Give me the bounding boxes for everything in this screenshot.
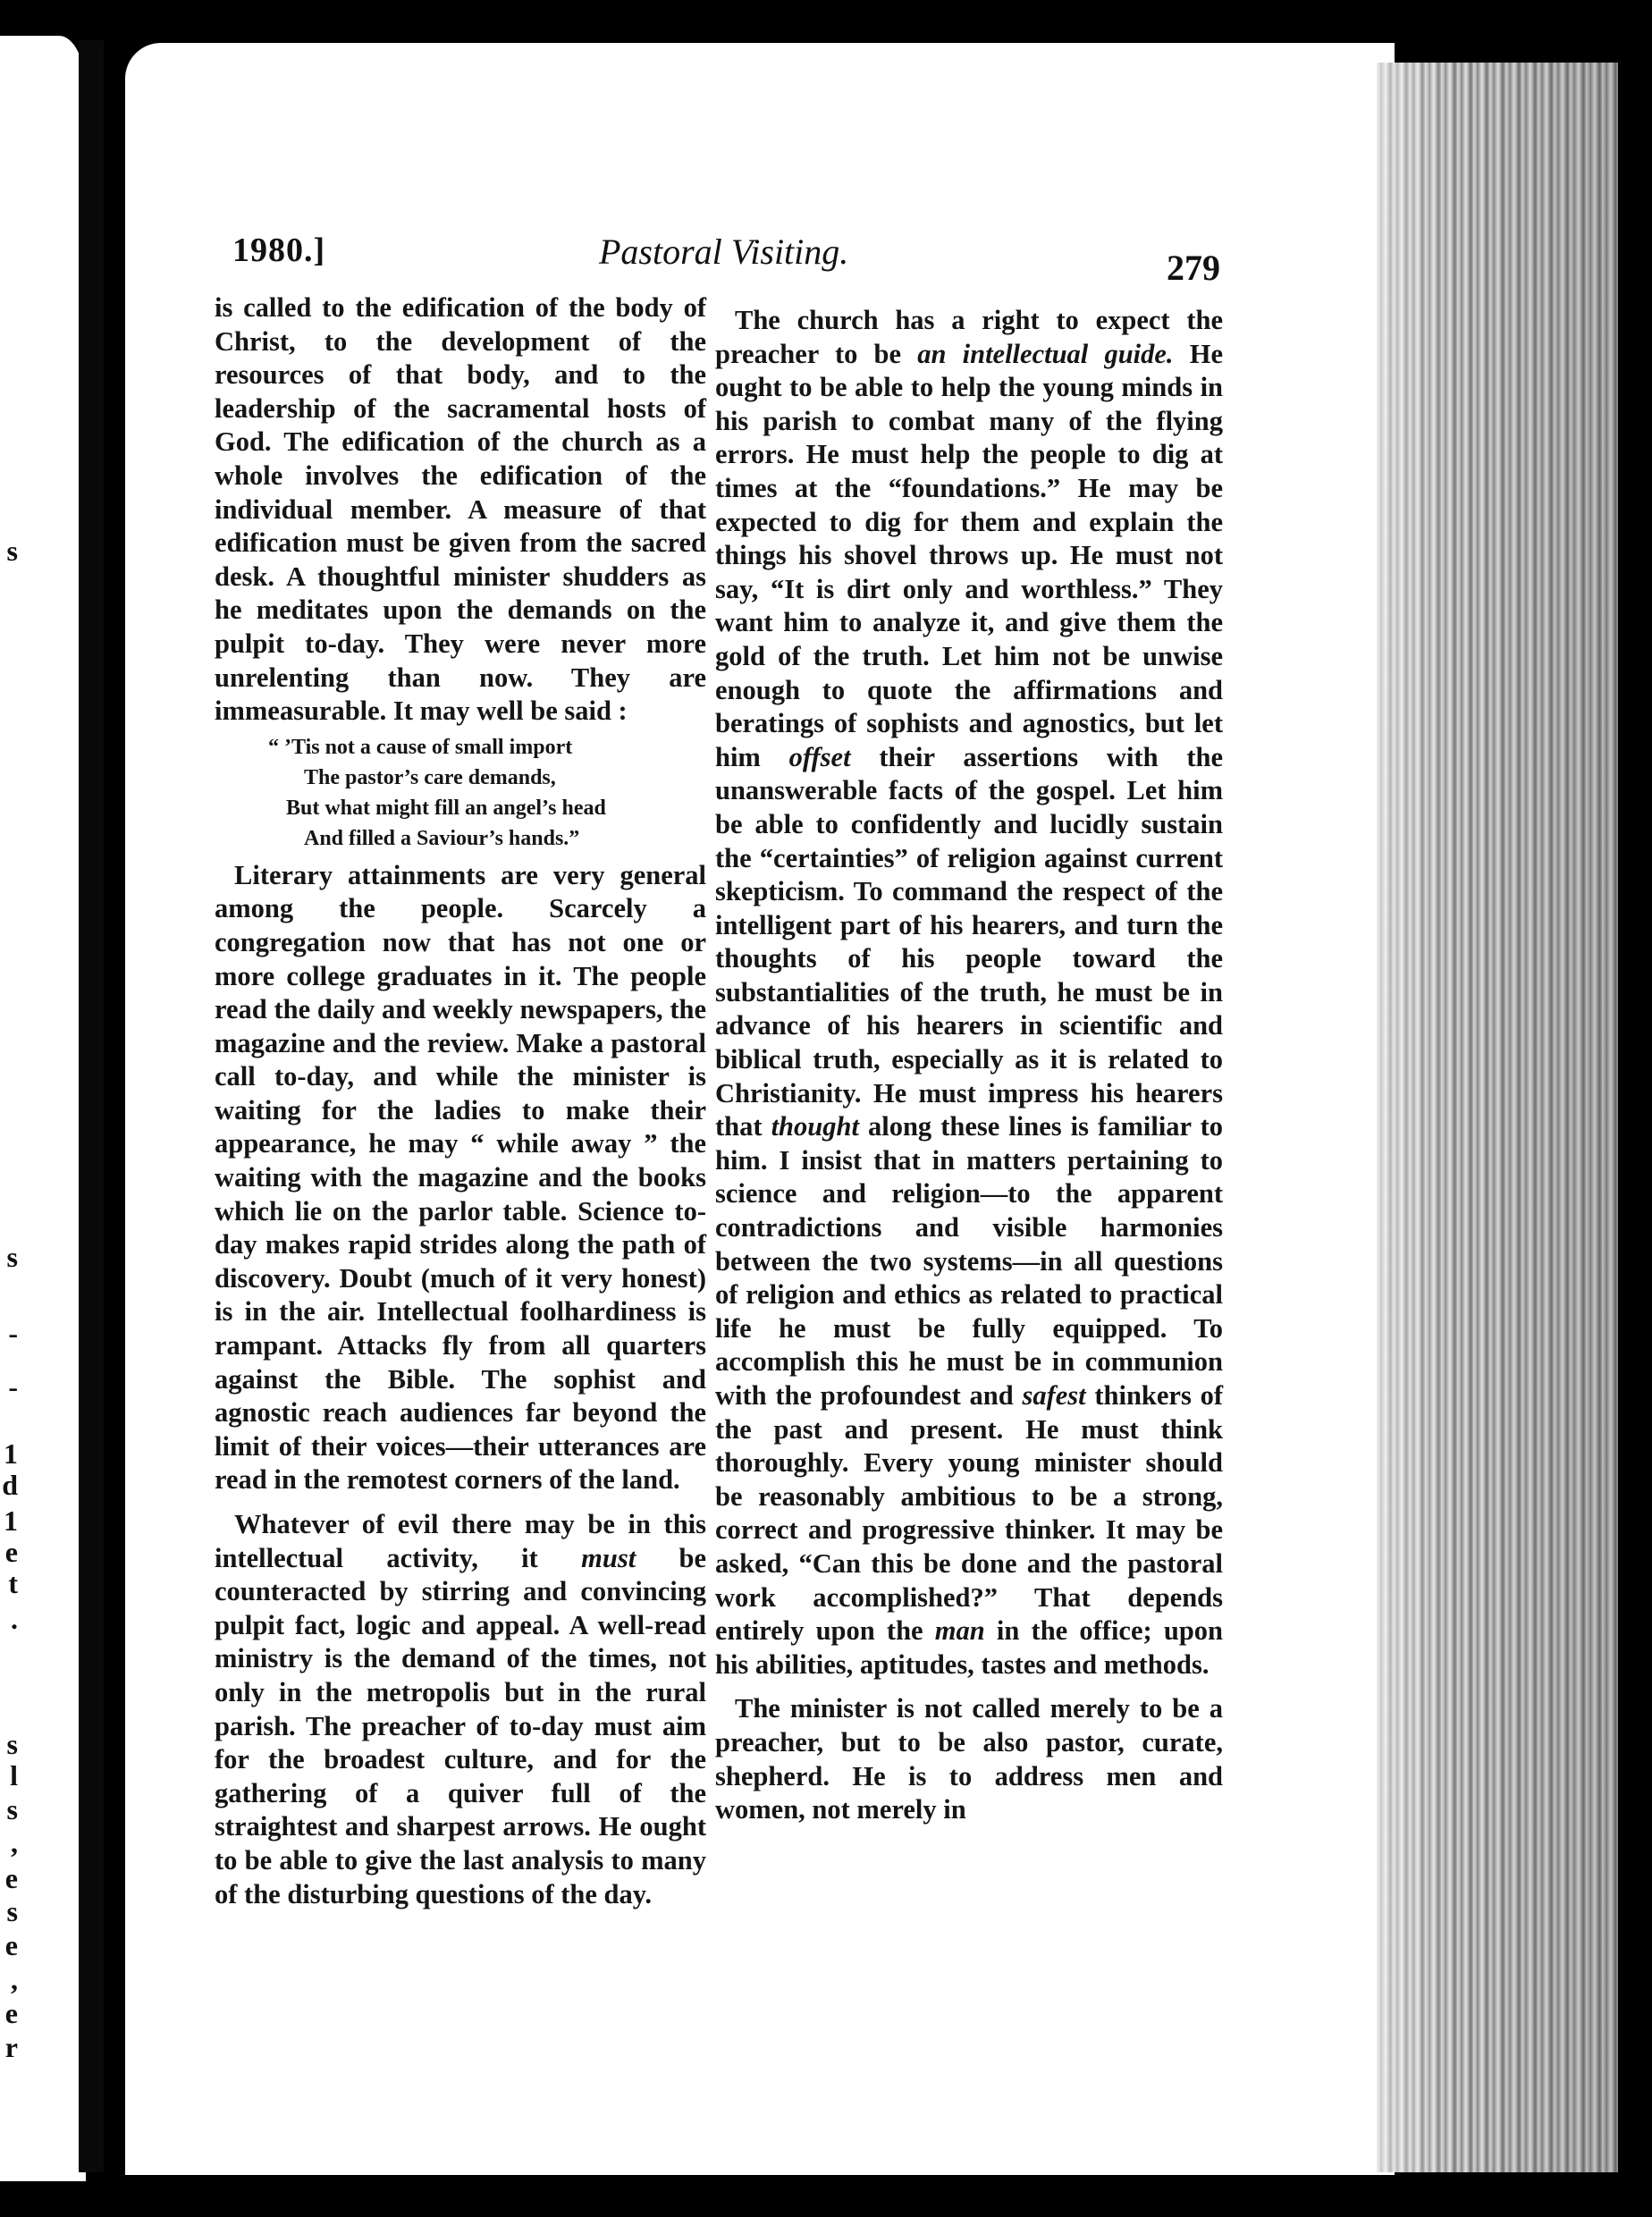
emphasis: thought <box>771 1111 859 1142</box>
margin-char: 1 <box>4 1437 18 1470</box>
margin-char: . <box>11 1603 18 1635</box>
text-run: thinkers of the past and present. He must think thoroughly. Every young minister should be reasonably ambitious to be a strong, correct and progressive thinker. It may be asked, “Can this be done and the pastoral work accomplished?” That depends entirely upon the <box>715 1380 1223 1647</box>
paragraph <box>715 304 1223 1682</box>
text-run: in the office; upon his abilities, aptitudes, tastes and methods. <box>715 1615 1223 1680</box>
text-run: their assertions with the unanswerable facts of the gospel. Let him be able to confidently and lucidly sustain the “certainties” of religion against current skepticism. To command the respect of the intelligent part of his hearers, and turn the thoughts of his people toward the substantialities of the truth, he must be in advance of his hearers in scientific and biblical truth, especially as it is related to Christianity. He must impress his hearers that <box>715 741 1224 1142</box>
book-page <box>125 43 1395 2175</box>
margin-char: e <box>4 1997 18 2029</box>
text-run: He ought to be able to help the young minds in his parish to combat many of the flying errors. He must help the people to dig at times at the “foundations.” He may be expected to dig for them and explain the things his shovel throws up. He must not say, “It is dirt only and worthless.” They want him to analyze it, and give them the gold of the truth. Let him not be unwise enough to quote the affirmations and beratings of sophists and agnostics, but let him <box>715 338 1223 772</box>
emphasis: an intellectual guide. <box>917 338 1174 369</box>
margin-char: e <box>4 1536 18 1568</box>
margin-char: l <box>10 1759 18 1791</box>
left-margin-letters <box>0 36 86 2181</box>
page-block-edge <box>1377 63 1618 2172</box>
page-number: 279 <box>1167 248 1220 288</box>
running-head-year: 1980.] <box>232 232 326 269</box>
margin-char: , <box>11 1963 18 1995</box>
verse-line: The pastor’s care demands, <box>304 765 556 789</box>
right-column <box>715 304 1223 1827</box>
background-edge <box>1618 54 1652 2217</box>
emphasis: must <box>581 1542 636 1573</box>
text-run: along these lines is familiar to him. I insist that in matters pertaining to science and religion—to the apparent contradictions and visible harmonies between the two systems—in all questions of religion and ethics as related to practical life he must be fully equipped. To accomplish this he must be in communion with the profoundest and <box>715 1111 1223 1411</box>
verse-quote <box>215 732 706 854</box>
paragraph: Literary attainments are very general among the people. Scarcely a congregation now that has not one or more college graduates in it. The people read the daily and weekly newspapers, the magazine and the review. Make a pastoral call to-day, and while the minister is waiting for the ladies to make their appearance, he may “ while away ” the waiting with the magazine and the books which lie on the parlor table. Science to-day makes rapid strides along the path of discovery. Doubt (much of it very honest) is in the air. Intellectual foolhardiness is rampant. Attacks fly from all quarters against the Bible. The sophist and agnostic reach audiences far beyond the limit of their voices—their utterances are read in the remotest corners of the land. <box>215 859 706 1496</box>
margin-char: e <box>4 1929 18 1961</box>
paragraph: is called to the edification of the body of Christ, to the development of the resources of that body, and to the leadership of the sacramental hosts of God. The edification of the church as a whole involves the edification of the individual member. A measure of that edification must be given from the sacred desk. A thoughtful minister shudders as he meditates upon the demands on the pulpit to-day. They were never more unrelenting than now. They are immeasurable. It may well be said : <box>215 292 706 727</box>
emphasis: safest <box>1022 1380 1086 1411</box>
margin-char: r <box>4 2031 18 2063</box>
emphasis: offset <box>788 741 851 772</box>
paragraph <box>215 1508 706 1911</box>
running-head-title: Pastoral Visiting. <box>599 232 849 272</box>
verse-line: “ ’Tis not a cause of small import <box>268 735 573 759</box>
verse-line: But what might fill an angel’s head <box>286 796 606 820</box>
margin-char: s <box>6 1241 18 1273</box>
margin-char: 1 <box>4 1505 18 1537</box>
text-run: Whatever of evil there may be in this intellectual activity, it <box>215 1509 706 1573</box>
margin-char: s <box>6 1728 18 1760</box>
margin-char: - <box>8 1317 18 1349</box>
margin-char: t <box>8 1567 18 1599</box>
margin-char: - <box>8 1370 18 1403</box>
margin-char: e <box>4 1862 18 1894</box>
text-run: be counteracted by stirring and convincing pulpit fact, logic and appeal. A well-read ministry is the demand of the times, not only in the metropolis but in the rural parish. The preacher of to-day must aim for the broadest culture, and for the gathering of a quiver full of the straightest and sharpest arrows. He ought to be able to give the last analysis to many of the disturbing questions of the day. <box>215 1542 707 1909</box>
margin-char: , <box>11 1826 18 1859</box>
margin-char: s <box>6 535 18 567</box>
margin-char: d <box>2 1469 18 1501</box>
left-column <box>215 291 706 1911</box>
running-head <box>125 231 1395 288</box>
text-run: The church has a right to expect the preacher to be <box>715 305 1223 369</box>
paragraph: The minister is not called merely to be a preacher, but to be also pastor, curate, shepherd. He is to address men and women, not merely in <box>715 1693 1223 1825</box>
book-gutter <box>79 40 104 2172</box>
emphasis: man <box>934 1615 985 1647</box>
left-page-fragment <box>0 36 86 2181</box>
verse-line: And filled a Saviour’s hands.” <box>304 826 580 850</box>
margin-char: s <box>6 1895 18 1927</box>
margin-char: s <box>6 1793 18 1825</box>
